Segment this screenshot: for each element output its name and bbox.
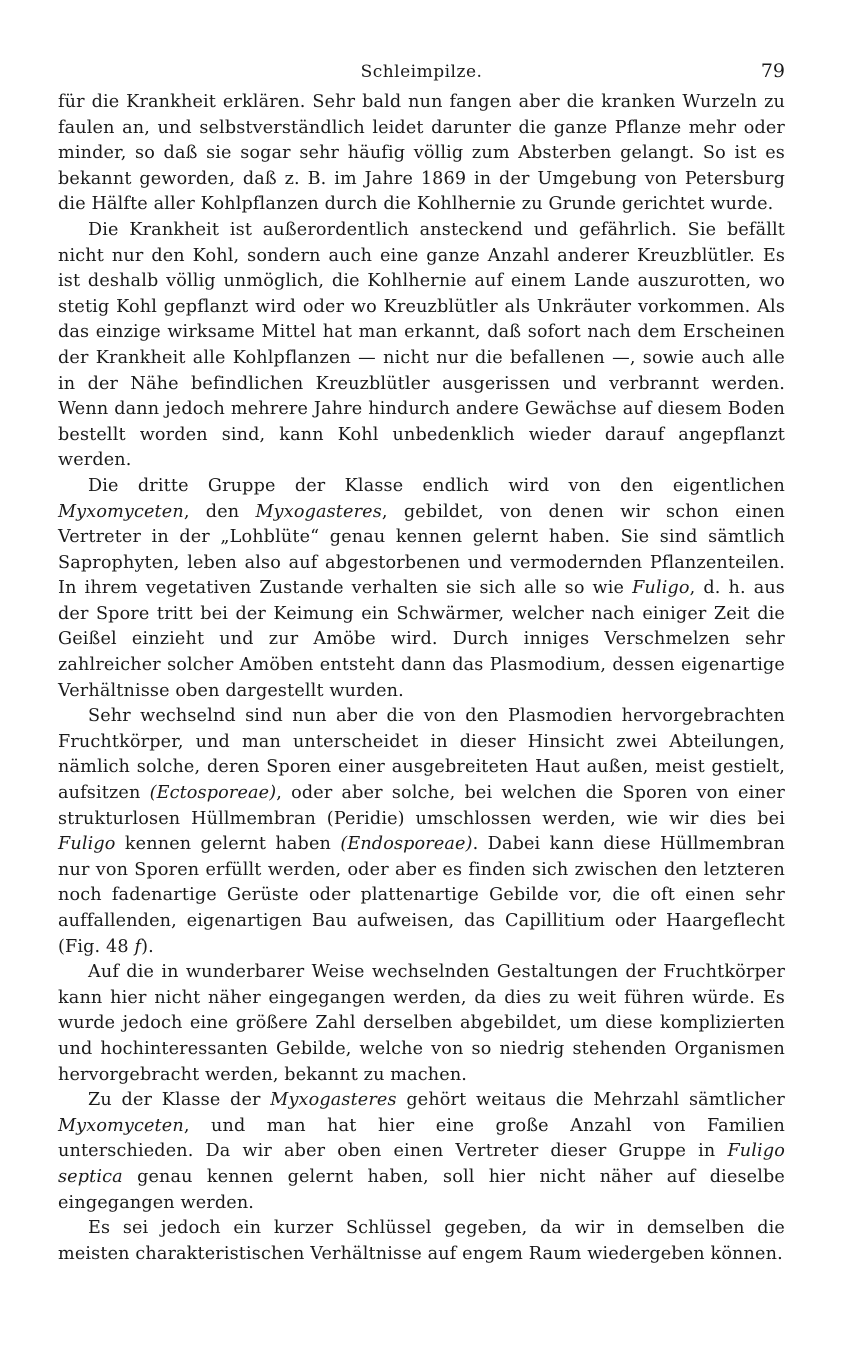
italic-term: Myxogasteres (255, 501, 382, 522)
italic-term: Myxomyceten (58, 1115, 184, 1136)
italic-term: Fuligo septica (58, 1141, 785, 1187)
text-run: gehört weitaus die Mehrzahl sämtlicher (396, 1090, 785, 1111)
paragraph (58, 704, 785, 960)
text-run: Die dritte Gruppe der Klasse endlich wird von den eigentlichen (88, 475, 785, 496)
text-run: , den (183, 501, 256, 522)
running-head (58, 56, 785, 90)
text-run: Die Krankheit ist außerordentlich ansteckend und gefährlich. Sie befällt nicht nur den Kohl, sondern auch eine ganze Anzahl anderer Kreuzblütler. Es ist deshalb völlig unmöglich, die Kohlhernie auf einem Lande auszurotten, wo stetig Kohl gepflanzt wird oder wo Kreuzblütler als Unkräuter vorkommen. Als das einzige wirksame Mittel hat man erkannt, daß sofort nach dem Erscheinen der Krankheit alle Kohlpflanzen — nicht nur die befallenen —, sowie auch alle in der Nähe befindlichen Kreuzblütler ausgerissen und verbrannt werden. Wenn dann jedoch mehrere Jahre hindurch andere Gewächse auf diesem Boden bestellt worden sind, kann Kohl unbedenklich wieder darauf angepflanzt werden. (58, 219, 785, 471)
paragraph (58, 90, 785, 218)
text-run: , oder aber solche, bei welchen die Sporen von einer strukturlosen Hüllmembran (Peridie) umschlossen werden, wie wir dies bei (58, 783, 785, 829)
page-number: 79 (760, 60, 785, 82)
body-text (58, 90, 785, 1267)
text-run: , d. h. aus der Spore tritt bei der Keimung ein Schwärmer, welcher nach einiger Zeit die Geißel einzieht und zur Amöbe wird. Durch inniges Verschmelzen sehr zahlreicher solcher Amöben entsteht dann das Plasmodium, dessen eigenartige Verhältnisse oben dargestellt wurden. (58, 578, 785, 701)
italic-term: (Endosporeae) (340, 834, 473, 855)
paragraph (58, 960, 785, 1088)
italic-term: f (134, 936, 142, 957)
text-run: Sehr wechselnd sind nun aber die von den Plasmodien hervorgebrachten Fruchtkörper, und man unterscheidet in dieser Hinsicht zwei Abteilungen, nämlich solche, deren Sporen einer ausgebreiteten Haut außen, meist gestielt, aufsitzen (58, 706, 785, 804)
paragraph (58, 474, 785, 704)
text-run: , gebildet, von denen wir schon einen Vertreter in der „Lohblüte“ genau kennen gelernt haben. Sie sind sämtlich Saprophyten, leben also auf abgestorbenen und vermodernden Pflanzenteilen. In ihrem vegetativen Zustande verhalten sie sich alle so wie (58, 501, 786, 599)
italic-term: Fuligo (58, 834, 116, 855)
text-run: Auf die in wunderbarer Weise wechselnden Gestaltungen der Fruchtkörper kann hier nicht näher eingegangen werden, da dies zu weit führen würde. Es wurde jedoch eine größere Zahl derselben abgebildet, um diese komplizierten und hochinteressanten Gebilde, welche von so niedrig stehenden Organismen hervorgebracht werden, bekannt zu machen. (58, 962, 785, 1085)
book-page (58, 56, 785, 1267)
text-run: für die Krankheit erklären. Sehr bald nun fangen aber die kranken Wurzeln zu faulen an, und selbstverständlich leidet darunter die ganze Pflanze mehr oder minder, so daß sie sogar sehr häufig völlig zum Absterben gelangt. So ist es bekannt geworden, daß z. B. im Jahre 1869 in der Umgebung von Petersburg die Hälfte aller Kohlpflanzen durch die Kohlhernie zu Grunde gerichtet wurde. (58, 92, 785, 215)
running-title: Schleimpilze. (360, 62, 483, 82)
text-run: kennen gelernt haben (115, 834, 341, 855)
italic-term: (Ectosporeae) (149, 783, 277, 804)
paragraph (58, 1216, 785, 1267)
paragraph (58, 218, 785, 474)
text-run: ). (141, 936, 154, 957)
text-run: . Dabei kann diese Hüllmembran nur von Sporen erfüllt werden, oder aber es finden sich zwischen den letzteren noch fadenartige Gerüste oder plattenartige Gebilde vor, die oft einen sehr auffallenden, eigenartigen Bau aufweisen, das Capillitium oder Haargeflecht (Fig. 48 (58, 834, 785, 957)
text-run: , und man hat hier eine große Anzahl von Familien unterschieden. Da wir aber oben einen Vertreter dieser Gruppe in (58, 1115, 785, 1162)
text-run: Zu der Klasse der (88, 1090, 271, 1111)
paragraph (58, 1088, 785, 1216)
italic-term: Myxomyceten (58, 501, 184, 522)
italic-term: Fuligo (632, 578, 690, 599)
text-run: Es sei jedoch ein kurzer Schlüssel gegeben, da wir in demselben die meisten charakteristischen Verhältnisse auf engem Raum wiedergeben können. (58, 1218, 785, 1264)
italic-term: Myxogasteres (270, 1090, 397, 1111)
text-run: genau kennen gelernt haben, soll hier nicht näher auf dieselbe eingegangen werden. (58, 1166, 785, 1213)
